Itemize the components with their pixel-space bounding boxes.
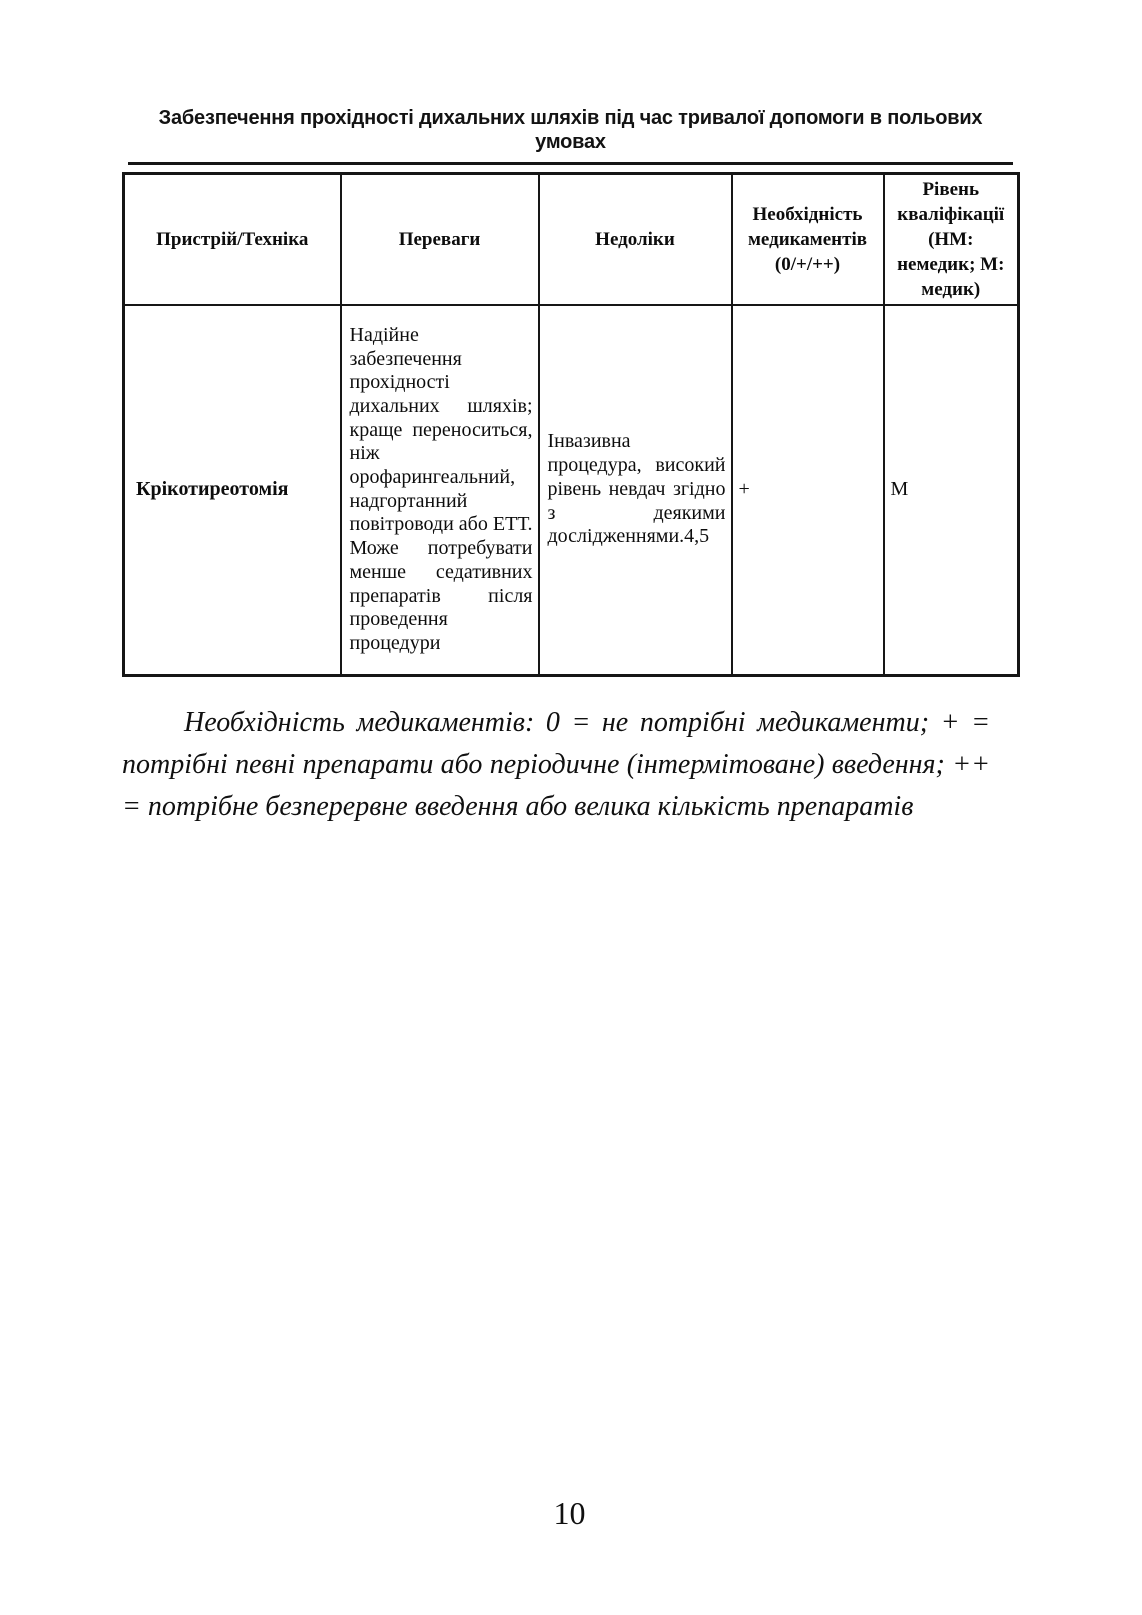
cell-device-name: Крікотиреотомія bbox=[124, 305, 341, 675]
header-cell-advantages: Переваги bbox=[341, 174, 539, 306]
airway-devices-table bbox=[122, 172, 1020, 677]
header-cell-disadvantages: Недоліки bbox=[539, 174, 732, 306]
cell-disadvantages: Інвазивна процедура, високий рівень невдач згідно з деякими дослідженнями.4,5 bbox=[539, 305, 732, 675]
header-cell-medication-need: Необхідність медикаментів (0/+/++) bbox=[732, 174, 884, 306]
running-head: Забезпечення прохідності дихальних шляхів під час тривалої допомоги в польових умовах bbox=[128, 106, 1013, 165]
header-cell-device: Пристрій/Техніка bbox=[124, 174, 341, 306]
table-row bbox=[124, 305, 1019, 675]
page-number: 10 bbox=[553, 1495, 586, 1531]
cell-advantages: Надійне забезпечення прохідності дихальних шляхів; краще переноситься, ніж орофарингеальний, надгортанний повітроводи або ЕТТ. Може потребувати менше седативних препаратів після проведення процедури bbox=[341, 305, 539, 675]
header-cell-qualification-level: Рівень кваліфікації (НМ: немедик; М: медик) bbox=[884, 174, 1019, 306]
cell-medication-need: + bbox=[732, 305, 884, 675]
medication-note: Необхідність медикаментів: 0 = не потрібні медикаменти; + = потрібні певні препарати або періодичне (інтермітоване) введення; ++ = потрібне безперервне введення або велика кількість препаратів bbox=[122, 707, 990, 822]
cell-qualification-level: М bbox=[884, 305, 1019, 675]
table-header-row bbox=[124, 174, 1019, 306]
